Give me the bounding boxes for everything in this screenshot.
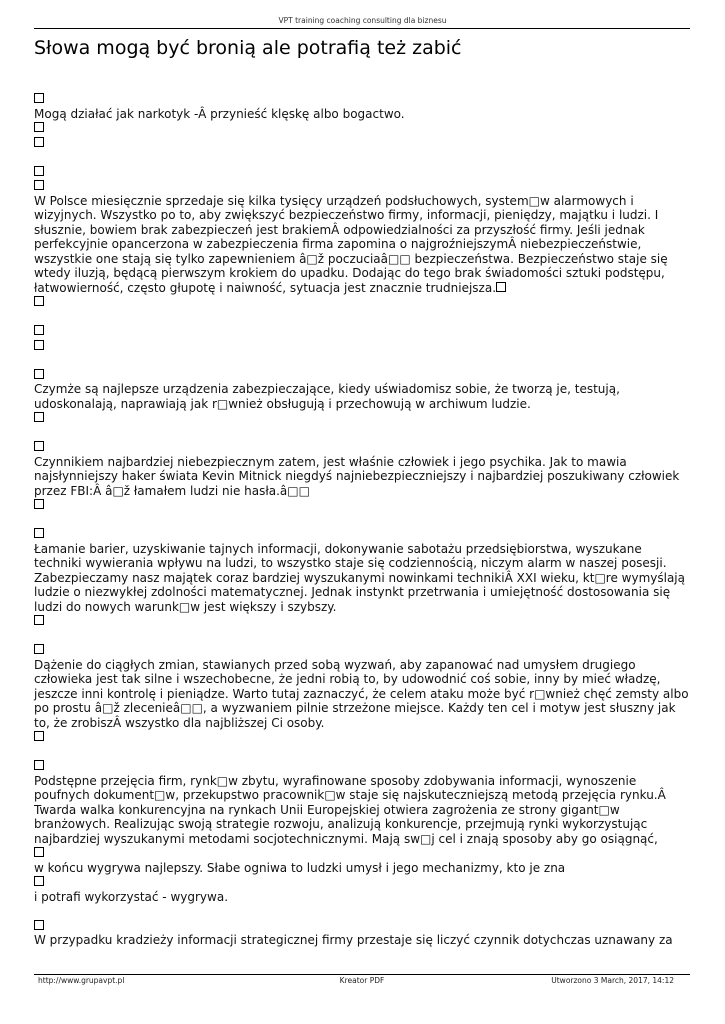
- missing-glyph-icon: [34, 876, 44, 886]
- header-rule: [34, 28, 690, 29]
- article-body: [34, 92, 690, 948]
- missing-glyph-icon: [34, 499, 44, 509]
- paragraph: Łamanie barier, uzyskiwanie tajnych informacji, dokonywanie sabotażu przedsiębiorstwa, wyszukane techniki wywierania wpływu na ludzi, to wszystko staje się codziennością, niczym alarm w naszej posesji. Zabezpieczamy nasz majątek coraz bardziej wyszukanymi nowinkami technikiÂ XXI wieku, kt□re wymyślają ludzie o niezwykłej zdolności matematycznej. Jednak instynkt przetrwania i umiejętność dostosowania się ludzi do nowych warunk□w jest większy i szybszy.: [34, 541, 685, 614]
- paragraph: Czymże są najlepsze urządzenia zabezpieczające, kiedy uświadomisz sobie, że tworzą je, testują, udoskonalają, naprawiają jak r□wnież obsługują i przechowują w archiwum ludzie.: [34, 382, 620, 411]
- missing-glyph-icon: [34, 296, 44, 306]
- paragraph: Mogą działać jak narkotyk -Â przynieść klęskę albo bogactwo.: [34, 106, 405, 121]
- footer-generator: Kreator PDF: [339, 976, 385, 985]
- paragraph: Dążenie do ciągłych zmian, stawianych przed sobą wyzwań, aby zapanować nad umysłem drugiego człowieka jest tak silne i wszechobecne, że jedni robią to, by udowodnić coś sobie, inny by mieć władzę, jeszcze inni kontrolę i pieniądze. Warto tutaj zaznaczyć, że celem ataku może być r□wnież chęć zemsty albo po prostu â□ž zlecenieâ□□, a wyzwaniem pilnie strzeżone miejsce. Każdy ten cel i motyw jest słuszny jak to, że zrobiszÂ wszystko dla najbliższej Ci osoby.: [34, 657, 689, 730]
- missing-glyph-icon: [34, 615, 44, 625]
- paragraph: Czynnikiem najbardziej niebezpiecznym zatem, jest właśnie człowiek i jego psychika. Jak to mawia najsłynniejszy haker świata Kevin Mitnick niegdyś najniebezpieczniejszy i najbardziej poszukiwany człowiek przez FBI:Â â□ž łamałem ludzi nie hasła.â□□: [34, 454, 680, 498]
- footer-rule: [34, 974, 690, 975]
- missing-glyph-icon: [34, 369, 44, 379]
- missing-glyph-icon: [496, 282, 506, 292]
- missing-glyph-icon: [34, 93, 44, 103]
- missing-glyph-icon: [34, 340, 44, 350]
- missing-glyph-icon: [34, 325, 44, 335]
- missing-glyph-icon: [34, 847, 44, 857]
- footer-timestamp: Utworzono 3 March, 2017, 14:12: [551, 976, 674, 985]
- missing-glyph-icon: [34, 920, 44, 930]
- page-header: VPT training coaching consulting dla biznesu: [278, 16, 447, 25]
- missing-glyph-icon: [34, 180, 44, 190]
- missing-glyph-icon: [34, 137, 44, 147]
- missing-glyph-icon: [34, 528, 44, 538]
- article-title: Słowa mogą być bronią ale potrafią też zabić: [34, 37, 462, 59]
- paragraph: W Polsce miesięcznie sprzedaje się kilka tysięcy urządzeń podsłuchowych, system□w alarmowych i wizyjnych. Wszystko po to, aby zwiększyć bezpieczeństwo firmy, informacji, pieniędzy, majątku i ludzi. I słusznie, bowiem brak zabezpieczeń jest brakiemÂ odpowiedzialności za przyszłość firmy. Jeśli jednak perfekcyjnie opancerzona w zabezpieczenia firma zapomina o najgroźniejszymÂ niebezpieczeństwie, wszystkie one stają się tylko zapewnieniem â□ž poczuciaâ□□ bezpieczeństwa. Bezpieczeństwo staje się wtedy iluzją, będącą pierwszym krokiem do upadku. Dodając do tego brak świadomości sztuki podstępu, łatwowierność, często głupotę i naiwność, sytuacja jest znacznie trudniejsza.: [34, 193, 668, 295]
- missing-glyph-icon: [34, 731, 44, 741]
- missing-glyph-icon: [34, 166, 44, 176]
- missing-glyph-icon: [34, 644, 44, 654]
- missing-glyph-icon: [34, 760, 44, 770]
- missing-glyph-icon: [34, 122, 44, 132]
- paragraph: w końcu wygrywa najlepszy. Słabe ogniwa to ludzki umysł i jego mechanizmy, kto je zna: [34, 860, 566, 875]
- paragraph: Podstępne przejęcia firm, rynk□w zbytu, wyrafinowane sposoby zdobywania informacji, wynoszenie poufnych dokument□w, przekupstwo pracownik□w staje się najskuteczniejszą metodą przejęcia rynku.Â Twarda walka konkurencyjna na rynkach Unii Europejskiej otwiera zagrożenia ze strony gigant□w branżowych. Realizując swoją strategie rozwoju, analizują konkurencje, przejmują rynki wykorzystując najbardziej wyszukanymi metodami socjotechnicznymi. Mają sw□j cel i znają sposoby aby go osiągnąć,: [34, 773, 666, 846]
- paragraph: i potrafi wykorzystać - wygrywa.: [34, 889, 229, 904]
- footer-url-link[interactable]: http://www.grupavpt.pl: [38, 976, 125, 985]
- paragraph: W przypadku kradzieży informacji strategicznej firmy przestaje się liczyć czynnik dotychczas uznawany za: [34, 933, 673, 947]
- missing-glyph-icon: [34, 441, 44, 451]
- missing-glyph-icon: [34, 412, 44, 422]
